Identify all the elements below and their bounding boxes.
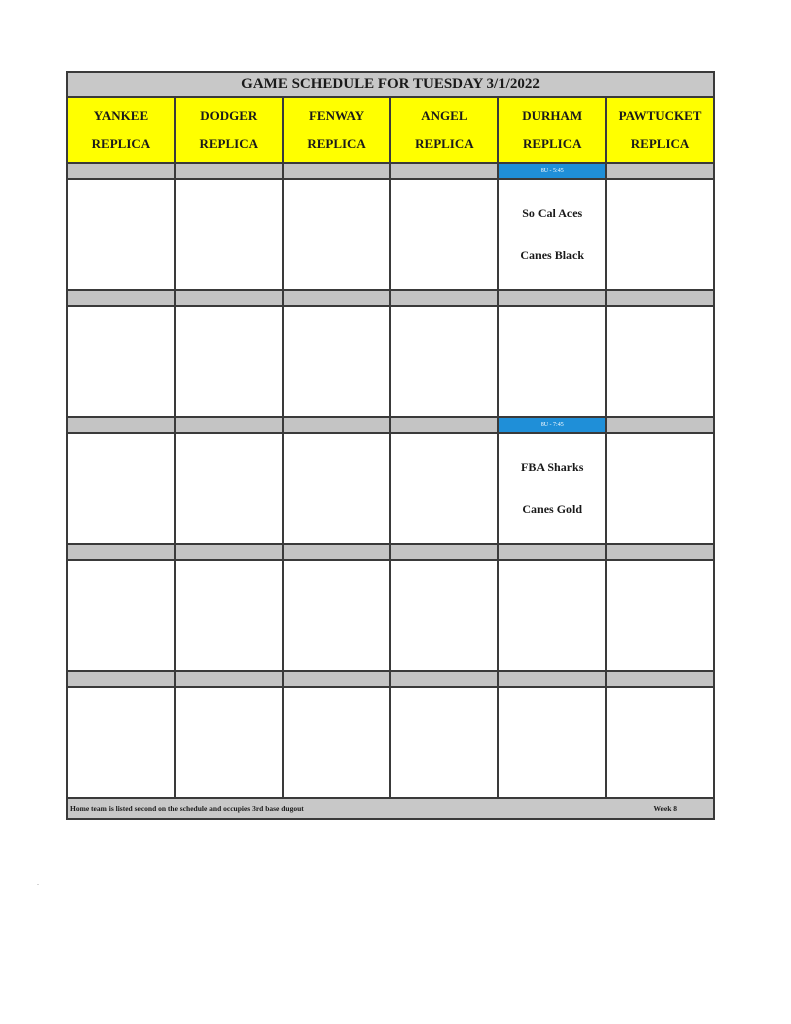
slot-header-cell [607,164,713,178]
slot-header-cell [391,672,499,686]
slot-header-cell [499,291,607,305]
schedule-footer [68,799,713,818]
game-time-badge: 8U - 7:45 [499,418,605,432]
game-cell [499,434,607,543]
slot-header-cell [499,672,607,686]
home-team: Canes Black [520,248,585,263]
field-header-durham [499,98,607,162]
slot-header-cell [68,545,176,559]
field-suffix: REPLICA [91,136,151,151]
field-header-dodger [176,98,284,162]
slot-header-cell [391,545,499,559]
slot-row [68,180,713,291]
slot-header-cell [68,418,176,432]
slot-row [68,307,713,418]
slot-header-cell [607,418,713,432]
slot-header-row [68,545,713,561]
field-name: DODGER [200,108,258,123]
slot-header-cell [499,418,607,432]
slot-header-row [68,164,713,180]
field-suffix: REPLICA [307,136,366,151]
slot-header-cell [499,545,607,559]
game-cell [176,180,284,289]
game-cell [68,688,176,797]
field-name: PAWTUCKET [618,108,702,123]
schedule-title: GAME SCHEDULE FOR TUESDAY 3/1/2022 [68,73,713,98]
game-cell [68,434,176,543]
slot-header-cell [176,418,284,432]
game-cell [176,688,284,797]
slot-header-cell [284,545,392,559]
game-cell [499,561,607,670]
game-cell [391,561,499,670]
slot-row [68,688,713,799]
schedule-sheet [66,71,715,820]
slot-header-cell [176,545,284,559]
field-suffix: REPLICA [199,136,258,151]
game-cell [607,180,713,289]
field-name: DURHAM [522,108,583,123]
slot-header-cell [68,672,176,686]
game-cell [68,307,176,416]
game-cell [391,307,499,416]
game-cell [176,434,284,543]
game-cell [607,434,713,543]
field-header-fenway [284,98,392,162]
game-cell [284,561,392,670]
time-slots [68,164,713,799]
game-cell [391,688,499,797]
slot-header-cell [176,291,284,305]
slot-header-cell [284,164,392,178]
game-cell [284,180,392,289]
game-cell [499,307,607,416]
field-header-angel [391,98,499,162]
scan-speck [37,884,39,885]
slot-header-cell [284,291,392,305]
home-team-note: Home team is listed second on the schedule and occupies 3rd base dugout [70,804,304,813]
slot-header-cell [607,672,713,686]
slot-header-cell [284,672,392,686]
away-team: So Cal Aces [522,205,583,220]
slot-row [68,561,713,672]
slot-header-row [68,672,713,688]
away-team: FBA Sharks [521,459,584,474]
home-team: Canes Gold [522,502,583,517]
slot-header-cell [68,291,176,305]
slot-header-cell [391,164,499,178]
field-suffix: REPLICA [522,136,582,151]
slot-header-cell [607,291,713,305]
game-cell [284,434,392,543]
game-cell [607,561,713,670]
slot-header-cell [391,418,499,432]
slot-header-cell [607,545,713,559]
field-header-pawtucket [607,98,713,162]
game-cell [391,434,499,543]
slot-row [68,434,713,545]
field-suffix: REPLICA [415,136,474,151]
game-cell [607,688,713,797]
field-header-yankee [68,98,176,162]
game-cell [68,180,176,289]
slot-header-row [68,291,713,307]
slot-header-cell [499,164,607,178]
slot-header-cell [176,164,284,178]
slot-header-row [68,418,713,434]
week-label: Week 8 [653,804,677,813]
game-cell [499,180,607,289]
slot-header-cell [68,164,176,178]
field-name: ANGEL [421,108,468,123]
slot-header-cell [176,672,284,686]
game-cell [499,688,607,797]
field-name: FENWAY [308,108,365,123]
game-cell [391,180,499,289]
slot-header-cell [391,291,499,305]
game-cell [176,307,284,416]
game-cell [607,307,713,416]
game-cell [176,561,284,670]
field-name: YANKEE [93,108,149,123]
field-header-row [68,98,713,164]
field-suffix: REPLICA [630,136,690,151]
slot-header-cell [284,418,392,432]
game-cell [284,307,392,416]
game-cell [284,688,392,797]
game-time-badge: 8U - 5:45 [499,164,605,178]
game-cell [68,561,176,670]
